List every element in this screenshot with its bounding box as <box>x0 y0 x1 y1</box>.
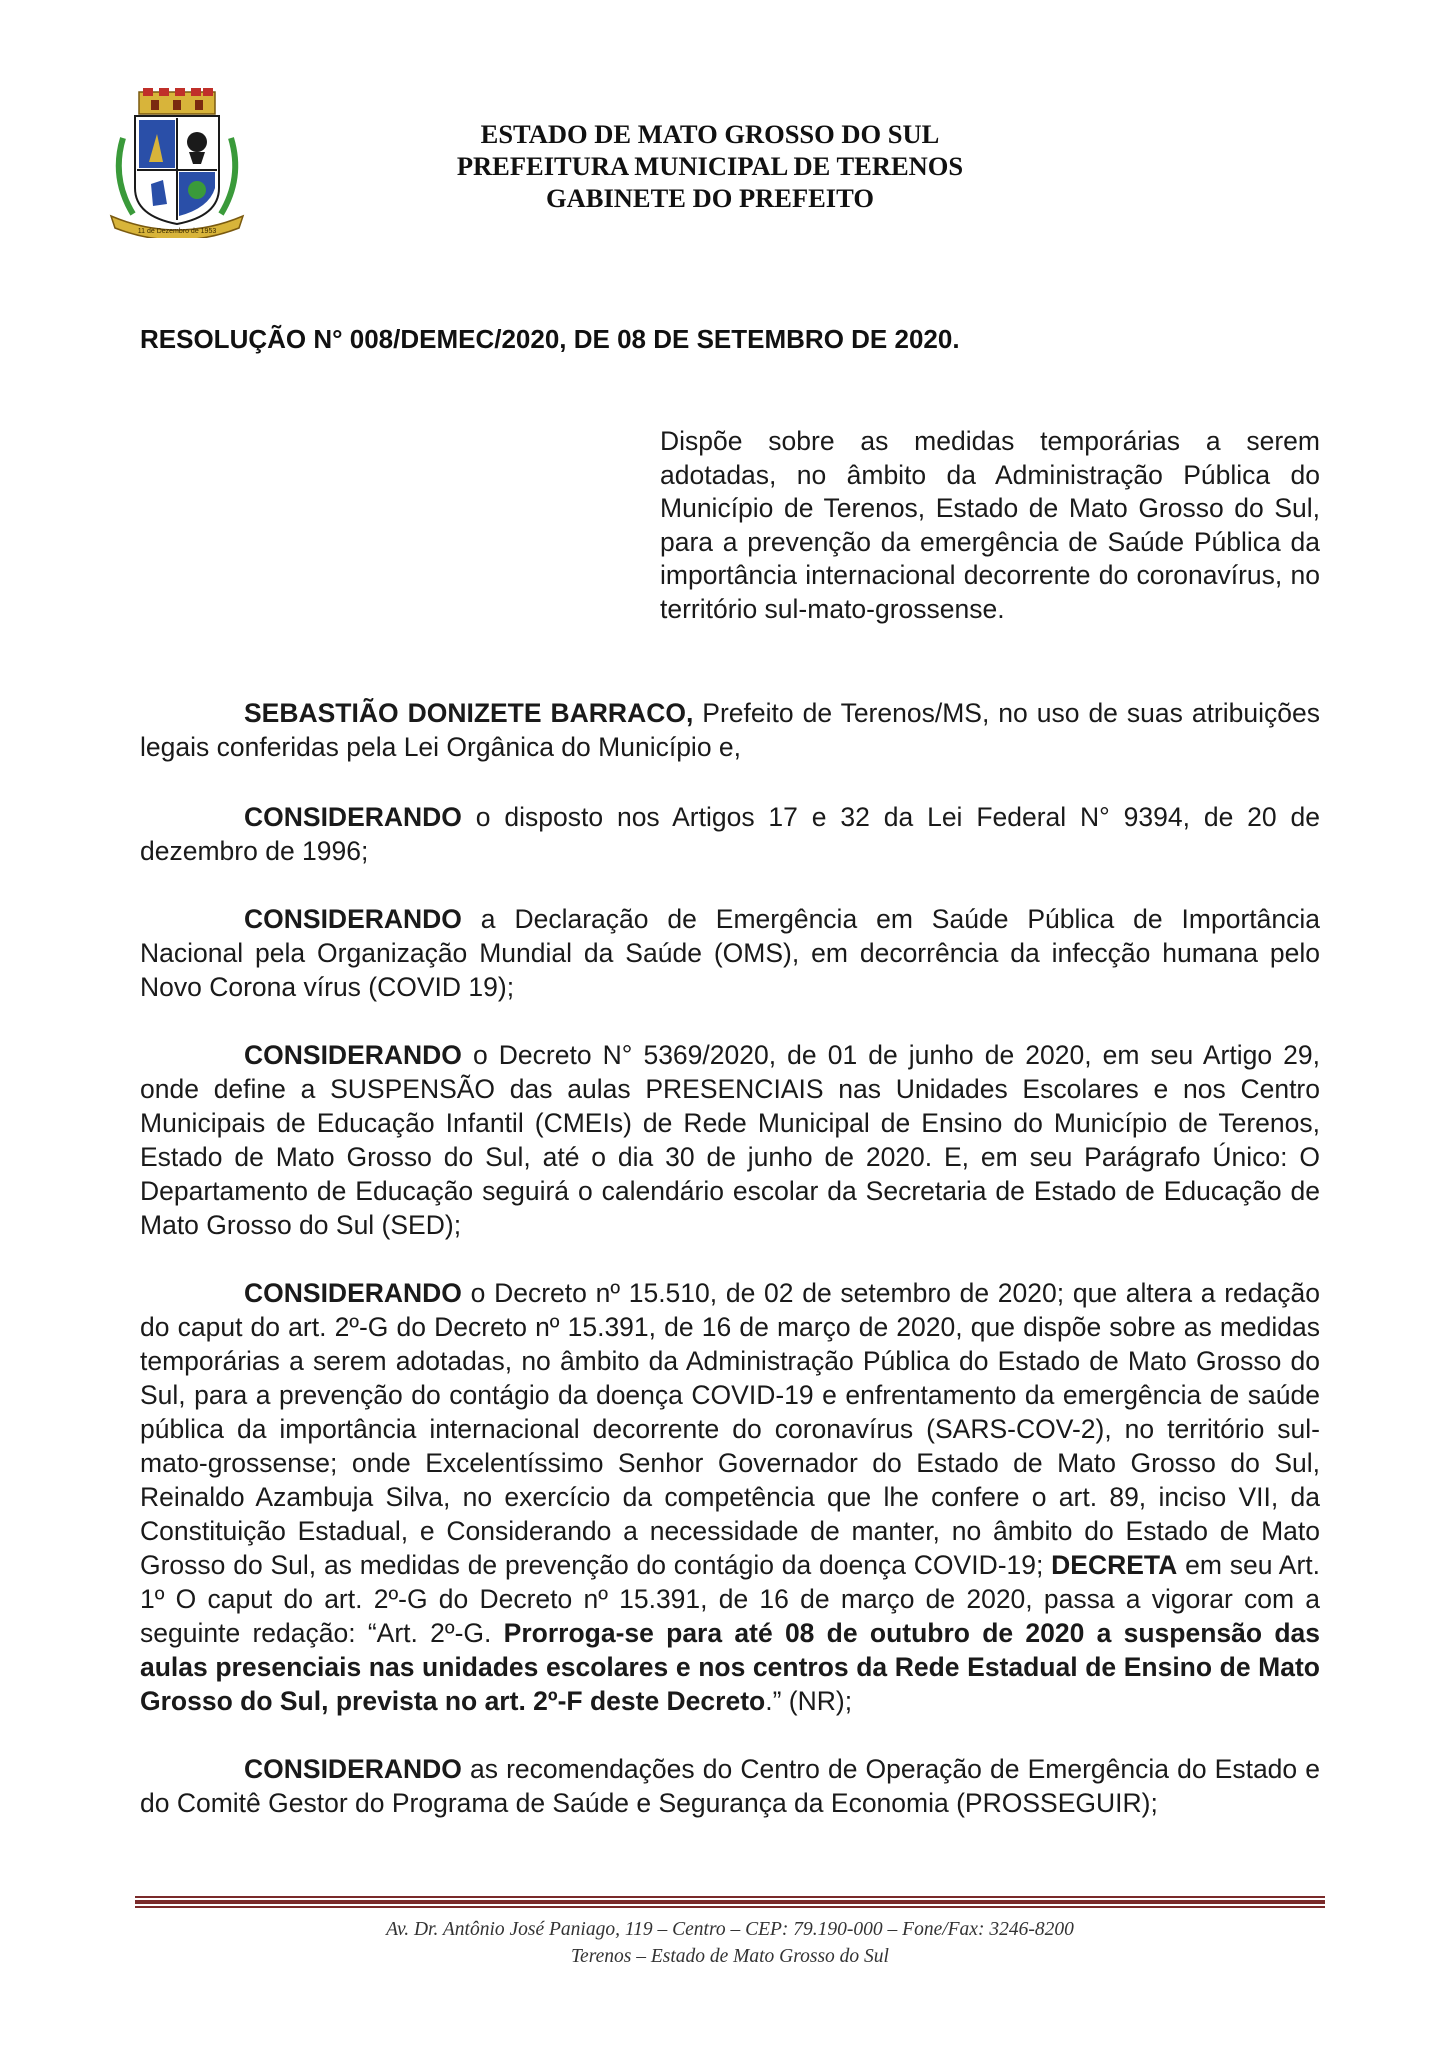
letterhead-office: GABINETE DO PREFEITO <box>546 183 874 213</box>
crest-banner-text: 11 de Dezembro de 1953 <box>137 228 217 235</box>
considerando-text: o Decreto nº 15.510, de 02 de setembro de 2020; que altera a redação do caput do art. 2º-G do Decreto nº 15.391, de 16 de março de 2020, que dispõe sobre as medidas temporárias a serem adotadas, no âmbito da Administração Pública do Estado de Mato Grosso do Sul, para a prevenção do contágio da doença COVID-19 e enfrentamento da emergência de saúde pública da importância internacional decorrente do coronavírus (SARS-COV-2), no território sul-mato-grossense; onde Excelentíssimo Senhor Governador do Estado de Mato Grosso do Sul, Reinaldo Azambuja Silva, no exercício da competência que lhe confere o art. 89, inciso VII, da Constituição Estadual, e Considerando a necessidade de manter, no âmbito do Estado de Mato Grosso do Sul, as medidas de prevenção do contágio da doença COVID-19; <box>140 1278 1320 1580</box>
mayor-name: SEBASTIÃO DONIZETE BARRACO, <box>244 698 694 728</box>
considerando-label: CONSIDERANDO <box>244 904 462 934</box>
considerando-paragraph-4 <box>140 1276 1320 1718</box>
considerando-label: CONSIDERANDO <box>244 802 462 832</box>
intro-text: Prefeito de Terenos/MS, no uso de suas atribuições legais conferidas pela Lei Orgânica do Município e, <box>140 698 1320 762</box>
considerando-text: o disposto nos Artigos 17 e 32 da Lei Federal N° 9394, de 20 de dezembro de 1996; <box>140 802 1320 866</box>
considerando-paragraph-2 <box>140 902 1320 1004</box>
coat-of-arms-icon <box>105 88 249 238</box>
considerando-text: a Declaração de Emergência em Saúde Pública de Importância Nacional pela Organização Mundial da Saúde (OMS), em decorrência da infecção humana pelo Novo Corona vírus (COVID 19); <box>140 904 1320 1002</box>
footer-address <box>140 1916 1320 1970</box>
footer-city-line: Terenos – Estado de Mato Grosso do Sul <box>571 1946 889 1967</box>
considerando-label: CONSIDERANDO <box>244 1040 462 1070</box>
ementa: Dispõe sobre as medidas temporárias a serem adotadas, no âmbito da Administração Pública do Município de Terenos, Estado de Mato Grosso do Sul, para a prevenção da emergência de Saúde Pública da importância internacional decorrente do coronavírus, no território sul-mato-grossense. <box>660 426 1320 624</box>
footer-address-line: Av. Dr. Antônio José Paniago, 119 – Centro – CEP: 79.190-000 – Fone/Fax: 3246-8200 <box>386 1919 1074 1940</box>
prorrogation-clause: Prorroga-se para até 08 de outubro de 2020 a suspensão das aulas presenciais nas unidades escolares e nos centros da Rede Estadual de Ensino de Mato Grosso do Sul, prevista no art. 2º-F deste Decreto <box>140 1618 1320 1716</box>
footer-divider <box>135 1896 1325 1908</box>
considerando-paragraph-1 <box>140 800 1320 868</box>
document-body <box>140 696 1320 1854</box>
resolution-title: RESOLUÇÃO N° 008/DEMEC/2020, DE 08 DE SETEMBRO DE 2020. <box>140 324 960 354</box>
letterhead <box>300 118 1120 214</box>
intro-paragraph <box>140 696 1320 764</box>
considerando-text: o Decreto N° 5369/2020, de 01 de junho de 2020, em seu Artigo 29, onde define a SUSPENSÃO das aulas PRESENCIAIS nas Unidades Escolares e nos Centro Municipais de Educação Infantil (CMEIs) de Rede Municipal de Ensino do Município de Terenos, Estado de Mato Grosso do Sul, até o dia 30 de junho de 2020. E, em seu Parágrafo Único: O Departamento de Educação seguirá o calendário escolar da Secretaria de Estado de Educação de Mato Grosso do Sul (SED); <box>140 1040 1320 1240</box>
considerando-label: CONSIDERANDO <box>244 1754 462 1784</box>
considerando-text: .” (NR); <box>765 1686 853 1716</box>
letterhead-state: ESTADO DE MATO GROSSO DO SUL <box>480 119 940 149</box>
considerando-paragraph-5 <box>140 1752 1320 1820</box>
letterhead-prefecture: PREFEITURA MUNICIPAL DE TERENOS <box>456 151 964 181</box>
considerando-paragraph-3 <box>140 1038 1320 1242</box>
decreta-keyword: DECRETA <box>1051 1550 1178 1580</box>
considerando-label: CONSIDERANDO <box>244 1278 462 1308</box>
considerando-text: em seu Art. 1º O caput do art. 2º-G do Decreto nº 15.391, de 16 de março de 2020, passa a vigorar com a seguinte redação: “Art. 2º-G. <box>140 1550 1320 1648</box>
considerando-text: as recomendações do Centro de Operação de Emergência do Estado e do Comitê Gestor do Programa de Saúde e Segurança da Economia (PROSSEGUIR); <box>140 1754 1320 1818</box>
